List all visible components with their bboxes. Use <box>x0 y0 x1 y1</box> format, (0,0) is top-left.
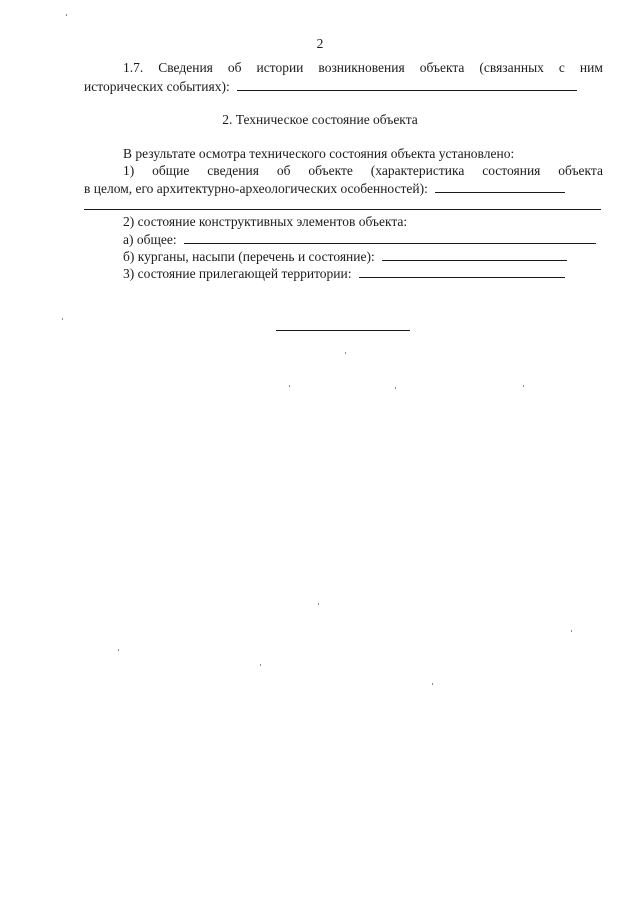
word: с <box>558 60 565 75</box>
item-1-line-1 <box>123 163 603 179</box>
scan-speck <box>260 664 261 666</box>
item-3-line <box>123 265 565 282</box>
mounds-blank[interactable] <box>382 248 567 261</box>
scan-speck <box>345 352 346 354</box>
word: общие <box>152 163 190 178</box>
word: объекта <box>558 163 603 178</box>
word: (характеристика <box>370 163 465 178</box>
general-state-blank[interactable] <box>184 231 596 244</box>
general-info-blank[interactable] <box>435 180 565 193</box>
word: Сведения <box>158 60 213 75</box>
item-2a-line <box>123 231 596 248</box>
scan-speck <box>432 683 433 685</box>
inspection-intro: В результате осмотра технического состояния объекта установлено: <box>123 146 515 161</box>
word: 1) <box>123 163 135 178</box>
word: истории <box>256 60 304 75</box>
word: объекта <box>419 60 465 75</box>
word: об <box>276 163 291 178</box>
scan-speck <box>118 649 119 651</box>
word: объекте <box>308 163 353 178</box>
section-1-7-line-2 <box>84 78 577 95</box>
item-2a-label: а) общее: <box>123 232 177 247</box>
scan-speck <box>318 603 319 605</box>
item-1-line-2 <box>84 180 565 197</box>
history-events-blank[interactable] <box>237 78 577 91</box>
scan-speck <box>523 385 524 387</box>
scan-speck <box>571 630 572 632</box>
word: об <box>227 60 242 75</box>
item-2b-line <box>123 248 567 265</box>
scan-speck <box>289 385 290 387</box>
section-1-7-line-1 <box>123 60 603 76</box>
word: состояния <box>482 163 541 178</box>
word: возникновения <box>318 60 405 75</box>
page-number: 2 <box>316 36 324 51</box>
item-3-label: 3) состояние прилегающей территории: <box>123 266 352 281</box>
scan-speck <box>62 318 63 320</box>
closing-rule <box>276 330 410 331</box>
scan-speck <box>395 387 396 389</box>
word: (связанных <box>479 60 544 75</box>
item-2b-label: б) курганы, насыпи (перечень и состояние): <box>123 249 375 264</box>
item-2-label: 2) состояние конструктивных элементов объекта: <box>123 214 408 229</box>
general-info-blank-continuation[interactable] <box>84 209 601 210</box>
scan-speck <box>66 14 67 16</box>
section-2-heading: 2. Техническое состояние объекта <box>222 112 418 127</box>
word: ним <box>579 60 603 75</box>
item-1-label: в целом, его архитектурно-археологических особенностей): <box>84 181 428 196</box>
history-events-label: исторических событиях): <box>84 79 230 94</box>
word: 1.7. <box>123 60 144 75</box>
territory-blank[interactable] <box>359 265 565 278</box>
word: сведения <box>207 163 259 178</box>
